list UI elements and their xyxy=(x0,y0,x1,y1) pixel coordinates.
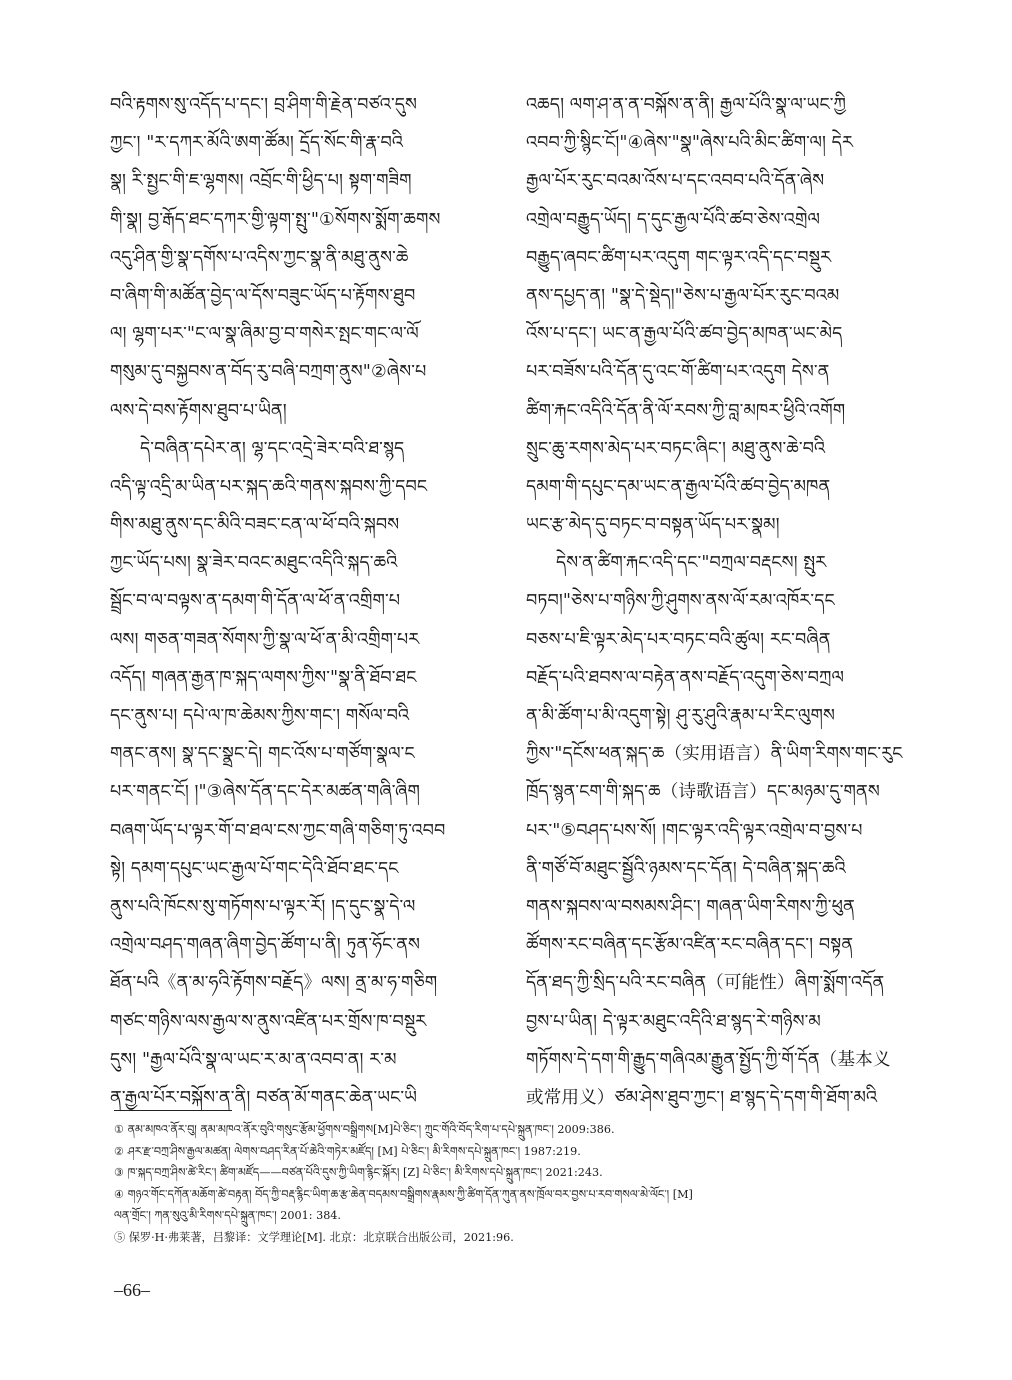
text-line: ཚིག་རྐང་འདིའི་དོན་ནི་ལོ་རབས་ཀྱི་བླ་མཁར་ཕྱིའི་འགོག xyxy=(526,400,846,421)
text-line: གནས་སྐབས་ལ་བསམས་ཤིང་། གཞན་ཡིག་རིགས་ཀྱི་ཕུན xyxy=(526,896,855,917)
text-line: ལས་དེ་བས་རྟོགས་ཐུབ་པ་ཡིན། xyxy=(110,400,287,421)
paragraph-start-line: དེ་བཞིན་དཔེར་ན། ལྷ་དང་འདྲེ་ཟེར་བའི་ཐ་སྙད xyxy=(140,438,405,459)
text-line: སྟེ། དམག་དཔུང་ཡང་རྒྱལ་པོ་གང་དེའི་ཐོབ་ཐང་དང xyxy=(110,858,399,879)
text-line: ནས་དཔྱད་ན། "སྣ་དེ་སྡེད།"ཅེས་པ་རྒྱལ་པོར་རུང་བའམ xyxy=(526,285,840,306)
text-line: ལ། ལྷག་པར་"ང་ལ་སྣ་ཞིམ་བྱ་བ་གསེར་སྤང་གང་ལ་ལོ xyxy=(110,324,419,345)
text-line: གནང་ནས། སྣ་དང་སྣྲང་དེ། གང་འོས་པ་གཙོག་སྣལ་ང xyxy=(110,744,415,765)
text-line: ནི་གཙོ་བོ་མཐུང་སྦྱོའི་ཉམས་དང་དོན། དེ་བཞིན་སྐད་ཆའི xyxy=(526,858,846,879)
text-line: སྲུང་ཆུ་རགས་མེད་པར་བཏང་ཞིང་། མཐུ་ནུས་ཆེ་བའི xyxy=(526,438,826,459)
footnote-1: ① ནམ་མཁའ་ནོར་བུ། ནམ་མཁའ་ནོར་བུའི་གསུང་རྩོམ་ཕྱོགས་བསྒྲིགས[M]པེ་ཅིང་། ཀྲུང་གོའི་བོད་རིག་པ་དཔེ་སྐྲུན་ཁང་། 2009:386. xyxy=(114,1123,615,1136)
text-line: ཐོན་པའི《ན་མ་ཧའི་རྟོགས་བརྗོད》ལས། ནྲ་མ་ཧ་གཅིག xyxy=(110,973,438,994)
text-line: 或常用义）ཙམ་ཤེས་ཐུབ་ཀྱང་། ཐ་སྙད་དེ་དག་གི་ཐོག་མའི xyxy=(526,1087,878,1108)
text-line: པར་བཟོས་པའི་དོན་དུ་འང་གོ་ཚིག་པར་འདུག དེས་ན xyxy=(526,362,830,383)
footnote-4: ④ གཉའ་གོང་དཀོན་མཆོག་ཚེ་བརྟན། བོད་ཀྱི་བརྡ་རྙིང་ཡིག་ཆ་རྩ་ཆེན་བདམས་བསྒྲིགས་རྣམས་ཀྱི་ཚིག་དོན་ཀུན་ནས་ཁྲོལ་བར་བྱས་པ་རབ་གསལ་མེ་ལོང་། [M] xyxy=(114,1187,693,1201)
text-line: བཏབ།"ཅེས་པ་གཉིས་ཀྱི་ཤུགས་ནས་ལོ་རམ་འཁོར་དང xyxy=(526,591,835,612)
text-line: དུས། "རྒྱལ་པོའི་སྣ་ལ་ཡང་ར་མ་ན་འབབ་ན། ར་མ xyxy=(110,1049,397,1070)
text-line: འབབ་ཀྱི་སྙིང་ངོ།"④ཞེས་"སྣ"ཞེས་པའི་མིང་ཚིག་ལ། དེར xyxy=(526,133,854,154)
footnote-3: ③ ཁ་སྐད་བཀྲ་ཤིས་ཚེ་རིང་། ཚིག་མཛོད——བཙན་པོའི་དུས་ཀྱི་ཡིག་རྙིང་སྐོར། [Z] པེ་ཅིང་། མི་རིགས་དཔེ་སྐྲུན་ཁང་། 2021:243. xyxy=(114,1166,603,1180)
text-line: དང་ནུས་པ། དཔེ་ལ་ཁ་ཆེམས་ཀྱིས་གང་། གསོལ་བའི xyxy=(110,706,410,726)
text-line: གི་སྣ། བྱ་རྒོད་ཐང་དཀར་གྱི་ལྟག་སྤུ་"①སོགས་སྨོག་ཆགས xyxy=(110,209,441,230)
text-line: ན་མི་ཚོག་པ་མི་འདུག་སྟེ། ཤུ་རུ་ཤུའི་རྣམ་པ་རིང་ལུགས xyxy=(526,706,835,726)
page-number: –66– xyxy=(114,1280,150,1300)
text-line: ཀྱང་། "ར་དཀར་མོའི་ཨག་ཚོམ། དྲོད་སོང་གི་རྣ་བའི xyxy=(110,133,404,154)
text-line: པར་"⑤བཤད་པས་སོ། །གང་ལྟར་འདི་ལྟར་འགྲེལ་བ་བྱས་པ xyxy=(526,820,863,841)
text-line: འགྲེལ་བཤད་གཞན་ཞིག་བྱེད་ཚོག་པ་ནི། ཏུན་ཧོང་ནས xyxy=(110,935,421,956)
text-line: ཀྱིས་"དངོས་ཕན་སྐད་ཆ（实用语言）ནི་ཡིག་རིགས་གང་རུང xyxy=(526,744,903,765)
footnote-divider xyxy=(114,1110,232,1111)
text-line: བྱས་པ་ཡིན། དེ་ལྟར་མཐུང་འདིའི་ཐ་སྙད་རེ་གཉིས་མ xyxy=(526,1011,821,1032)
text-line: གཏོགས་དེ་དག་གི་རྒྱུད་གཞིའམ་རྒྱུན་སྤྱོད་ཀྱི་གོ་དོན（基本义 xyxy=(526,1049,891,1070)
footnote-5: ⑤ 保罗·H·弗莱著，吕黎译：文学理论[M]. 北京：北京联合出版公司，2021:96. xyxy=(114,1230,514,1244)
text-line: བརྒྱུད་ཞབང་ཚིག་པར་འདུག གང་ལྟར་འདི་དང་བསྡུར xyxy=(526,247,832,268)
footnotes xyxy=(114,1119,914,1249)
text-line: འདི་ལྟ་འདྲི་མ་ཡིན་པར་སྐད་ཆའི་གནས་སྐབས་ཀྱི་དབང xyxy=(110,476,428,497)
text-line: ནུས་པའི་ཁོངས་སུ་གཏོགས་པ་ལྟར་རོ། །ད་དུང་སྣ་དེ་ལ xyxy=(110,896,416,917)
text-line: བཞག་ཡོད་པ་ལྟར་གོ་བ་ཐལ་ངས་ཀྱང་གཞི་གཅིག་ཏུ་འབབ xyxy=(110,820,446,841)
text-line: དམག་གི་དཔུང་དམ་ཡང་ན་རྒྱལ་པོའི་ཚབ་བྱེད་མཁན xyxy=(526,476,831,497)
text-line: བརྗོད་པའི་ཐབས་ལ་བརྟེན་ནས་བརྗོད་འདུག་ཅེས་བཀྲལ xyxy=(526,667,844,688)
text-line: བཅས་པ་ཇི་ལྟར་མེད་པར་བཏང་བའི་ཚུལ། རང་བཞིན xyxy=(526,629,831,650)
text-line: སྣ། རི་སྤྱང་གི་ཇ་ལྷགས། འབྲོང་གི་ཕྱིད་པ། སྟག་གཟིག xyxy=(110,171,412,192)
text-line: སྦྲོང་བ་ལ་བལྟས་ན་དམག་གི་དོན་ལ་ཕོ་ན་འགྲིག་པ xyxy=(110,591,401,612)
text-line: ན་རྒྱལ་པོར་བསྐོས་ན་ནི། བཙན་མོ་གནང་ཆེན་ཡང་ཡི xyxy=(110,1087,417,1108)
text-line: གསུམ་དུ་བསྐྱབས་ན་བོད་རུ་བཞི་བཀྲག་ནུས"②ཞེས་པ xyxy=(110,362,427,383)
text-line: གཙང་གཉིས་ལས་རྒྱལ་ས་ནུས་འཛིན་པར་གྲོས་ཁ་བསྡུར xyxy=(110,1011,427,1032)
text-line: འགྲེལ་བརྒྱུད་ཡོད། ད་དུང་རྒྱལ་པོའི་ཚབ་ཅེས་འགྲེལ xyxy=(526,209,820,230)
text-line: ཡང་རྩ་མེད་དུ་བཏང་བ་བསྟན་ཡོད་པར་སྣམ། xyxy=(526,515,780,536)
paragraph-start-line: དེས་ན་ཚིག་རྐང་འདི་དང་"བཀྲལ་བརྡངས། སྤུར xyxy=(556,553,827,574)
body-column-right xyxy=(526,86,924,1117)
text-line: ལས། གཅན་གཟན་སོགས་ཀྱི་སྣ་ལ་ཕོ་ན་མི་འགྲིག་པར xyxy=(110,629,420,650)
text-line: བ་ཞིག་གི་མཚོན་བྱེད་ལ་དོས་བཟུང་ཡོད་པ་རྟོགས་ཐུབ xyxy=(110,285,416,306)
text-line: འཆད། ལག་ཤ་ན་ན་བསྐོས་ན་ནི། རྒྱལ་པོའི་སྣ་ལ་ཡང་ཀྱི xyxy=(526,95,847,115)
text-line: ཁྲོད་སྙན་ངག་གི་སྐད་ཆ（诗歌语言）དང་མཉམ་དུ་གནས xyxy=(526,782,880,803)
footnote-2: ② ཤར་རྫ་བཀྲ་ཤིས་རྒྱལ་མཚན། ལེགས་བཤད་རིན་པོ་ཆེའི་གཏེར་མཛོད། [M] པེ་ཅིང་། མི་རིགས་དཔེ་སྐྲུན་ཁང་། 1987:219. xyxy=(114,1144,581,1158)
text-line: གིས་མཐུ་ནུས་དང་མིའི་བཟང་ངན་ལ་ཕོ་བའི་སྐབས xyxy=(110,515,400,536)
text-line: འདུ་ཤིན་གྱི་སྣ་དགོས་པ་འདིས་ཀྱང་སྣ་ནི་མཐུ་ནུས་ཆེ xyxy=(110,247,409,268)
footnote-4-continued: ལན་གྲོང་། ཀན་སུའུ་མི་རིགས་དཔེ་སྐྲུན་ཁང་། 2001: 384. xyxy=(114,1209,341,1223)
text-line: ཀྱང་ཡོད་པས། སྣ་ཟེར་བའང་མཐུང་འདིའི་སྐད་ཆའི xyxy=(110,553,398,574)
text-line: འདོད། གཞན་རྒྱན་ཁ་སྐད་ལགས་ཀྱིས་"སྣ་ནི་ཐོབ་ཐང xyxy=(110,667,417,688)
text-line: དོན་ཐད་ཀྱི་སྲིད་པའི་རང་བཞིན（可能性）ཞིག་སྨོག་འདོན xyxy=(526,973,885,994)
text-line: རྒྱལ་པོར་རུང་བའམ་འོས་པ་དང་འབབ་པའི་དོན་ཞེས xyxy=(526,171,825,192)
text-line: བའི་རྟགས་སུ་འདོད་པ་དང་། བྲ་ཤིག་གི་རྗེན་བཙའ་དུས xyxy=(110,95,418,115)
text-line: པར་གནང་ངོ། །"③ཞེས་དོན་དང་དེར་མཚན་གཞི་ཞིག xyxy=(110,782,420,803)
text-line: འོས་པ་དང་། ཡང་ན་རྒྱལ་པོའི་ཚབ་བྱེད་མཁན་ཡང་མེད xyxy=(526,324,843,345)
body-column-left xyxy=(110,86,508,1117)
text-line: ཚོགས་རང་བཞིན་དང་རྩོམ་འཛིན་རང་བཞིན་དང་། བསྟན xyxy=(526,935,854,956)
